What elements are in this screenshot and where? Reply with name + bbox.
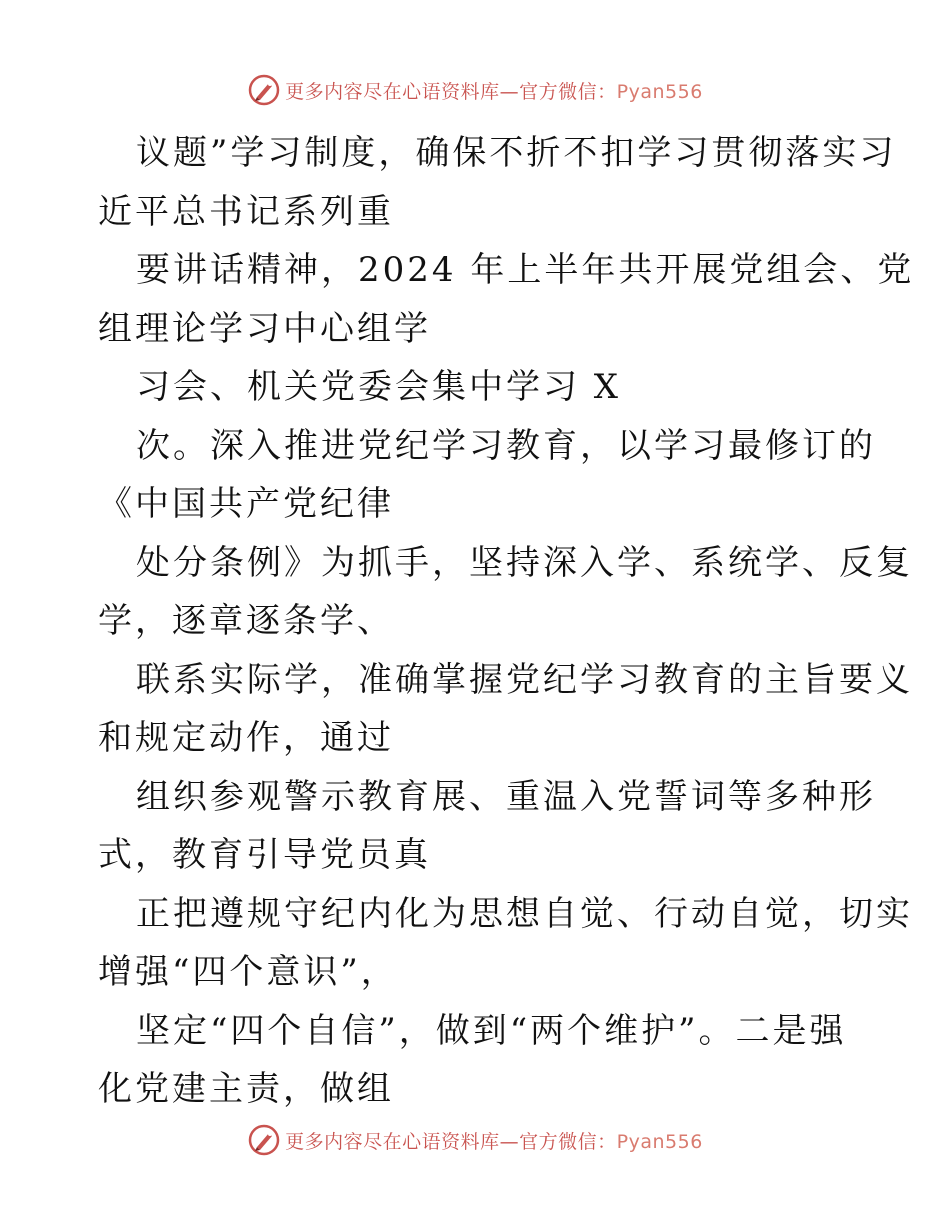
pen-logo-icon [247, 1123, 281, 1157]
wechat-id: Pyan556 [616, 80, 703, 103]
text-line: 化党建主责，做组 [98, 1069, 394, 1109]
text-line: 次。深入推进党纪学习教育，以学习最修订的 [136, 425, 876, 466]
text-line: 《中国共产党纪律 [98, 484, 394, 524]
text-line: 要讲话精神，2024 年上半年共开展党组会、党 [136, 250, 915, 290]
text-line: 习会、机关党委会集中学习 X [136, 367, 622, 407]
text-line: 近平总书记系列重 [98, 191, 394, 232]
text-line: 增强“四个意识”， [98, 952, 398, 992]
footer-watermark [0, 1118, 950, 1162]
pen-logo-icon [247, 73, 281, 107]
text-line: 式，教育引导党员真 [98, 835, 431, 875]
text-line: 联系实际学，准确掌握党纪学习教育的主旨要义 [136, 659, 913, 700]
watermark-text: 更多内容尽在心语资料库—官方微信：Pyan556 [285, 80, 703, 103]
wechat-id: Pyan556 [616, 1130, 703, 1153]
document-body [98, 124, 915, 1119]
text-line: 组织参观警示教育展、重温入党誓词等多种形 [136, 776, 876, 817]
text-line: 和规定动作，通过 [98, 718, 394, 758]
text-line: 组理论学习中心组学 [98, 308, 431, 349]
watermark-text: 更多内容尽在心语资料库—官方微信：Pyan556 [285, 1130, 703, 1153]
text-line: 议题”学习制度，确保不折不扣学习贯彻落实习 [136, 133, 897, 173]
text-line: 正把遵规守纪内化为思想自觉、行动自觉，切实 [136, 893, 913, 934]
header-watermark [0, 68, 950, 112]
text-line: 处分条例》为抓手，坚持深入学、系统学、反复 [136, 542, 913, 583]
text-line: 坚定“四个自信”，做到“两个维护”。二是强 [136, 1010, 847, 1051]
text-line: 学，逐章逐条学、 [98, 601, 394, 641]
